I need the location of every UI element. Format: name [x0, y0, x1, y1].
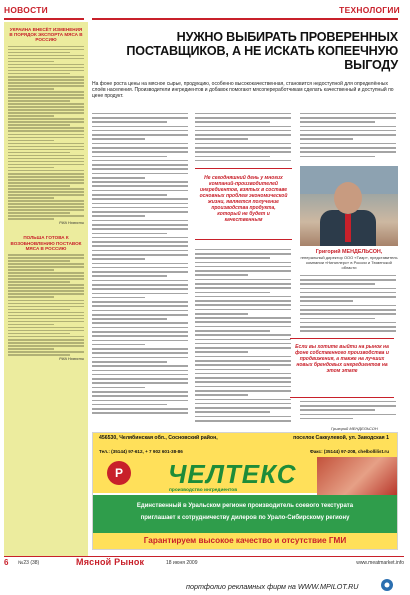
portrait-photo	[300, 166, 398, 246]
ad-address-right: поселок Саккулевой, ул. Заводская 1	[293, 435, 389, 441]
issue-date: 18 июня 2009	[166, 560, 198, 566]
ad-brand-name: ЧЕЛТЕКС	[168, 459, 297, 489]
article-column-1	[92, 110, 188, 417]
article-lead: На фоне роста цены на мясное сырье, продукцию, особенно высококачественная, становится недоступной для определённых слоёв населения. Производители ингредиентов и добавок помогают мясопереработчикам сделать качественный и доступный по цене продукт.	[92, 81, 394, 99]
watermark-bar	[0, 581, 410, 595]
caption-name: Григорий МЕНДЕЛЬСОН,	[315, 249, 383, 255]
article-column-3-bottom	[300, 398, 396, 422]
pull-quote-1-text: Не сегодняшний день у многих компаний-производителей ингредиентов, взятых в составе основных проблем экономической жизни, является получение производства продукта, который не будет и качественным	[199, 175, 288, 223]
magazine-title: Мясной Рынок	[76, 557, 145, 567]
advertisement-cheltex[interactable]	[92, 432, 398, 550]
article-column-2-bottom	[195, 246, 291, 424]
header-divider-left	[4, 18, 84, 20]
ad-address-left: 456530, Челябинская обл., Сосновский район,	[99, 435, 218, 441]
page-footer	[4, 556, 404, 570]
sidebar-source-1: РИА Новости	[59, 221, 84, 226]
header-divider-right	[92, 18, 398, 20]
ad-brand-subtitle: производство ингредиентов	[169, 488, 238, 493]
issue-number: №23 (38)	[18, 560, 40, 566]
article-headline: НУЖНО ВЫБИРАТЬ ПРОВЕРЕННЫХ ПОСТАВЩИКОВ, А НЕ ИСКАТЬ КОПЕЕЧНУЮ ВЫГОДУ	[126, 30, 398, 72]
pull-quote-1	[195, 168, 292, 240]
article-column-3-middle	[300, 272, 396, 335]
news-sidebar	[4, 22, 88, 557]
photo-caption	[300, 249, 398, 270]
section-technology-label: ТЕХНОЛОГИИ	[339, 5, 400, 15]
ad-phone-left: Тел.: (35144) 97-612, + 7 902 601-38-86	[99, 449, 183, 454]
pull-quote-2	[290, 338, 394, 398]
page-number: 6	[4, 558, 9, 567]
logo-icon	[380, 578, 394, 592]
pull-quote-2-text: Если вы хотите выйти на рынок на фоне собственного производства и продвижения, а также на лучших новых брендовых ингредиентов на этом этапе	[295, 344, 389, 374]
brand-logo-icon: Р	[107, 461, 131, 485]
ad-text-line-1: Единственный в Уральском регионе производитель соевого текстурата	[136, 503, 354, 509]
article-column-3-top	[300, 110, 396, 160]
article-column-2-top	[195, 110, 291, 164]
ad-green-panel	[93, 495, 397, 533]
magazine-url[interactable]: www.meatmarket.info	[356, 560, 404, 566]
sidebar-news-title-2: ПОЛЬША ГОТОВА К ВОЗОБНОВЛЕНИЮ ПОСТАВОК МЯСА В РОССИЮ	[10, 235, 82, 251]
ad-text-line-2: приглашает к сотрудничеству дилеров по Урало-Сибирскому региону	[140, 515, 350, 521]
article-signoff: Григорий МЕНДЕЛЬСОН	[331, 426, 378, 431]
ad-phone-right: Факс: (35144) 97-208, chelbollilist.ru	[309, 449, 389, 454]
sidebar-source-2: РИА Новости	[59, 357, 84, 362]
sidebar-news-title-1: УКРАИНА ВНЕСЁТ ИЗМЕНЕНИЯ В ПОРЯДОК ЭКСПОРТА МЯСА В РОССИЮ	[9, 27, 83, 43]
ad-guarantee-text: Гарантируем высокое качество и отсутствие ГМИ	[93, 533, 397, 549]
section-news-label: НОВОСТИ	[4, 5, 48, 15]
ad-product-image	[317, 457, 397, 495]
watermark-text: портфолио рекламных фирм на WWW.MPILOT.RU	[186, 582, 359, 591]
caption-role: генеральный директор ООО «Тиар», представитель компании «Ниниглерс» в России и Тюменской области	[300, 255, 398, 270]
